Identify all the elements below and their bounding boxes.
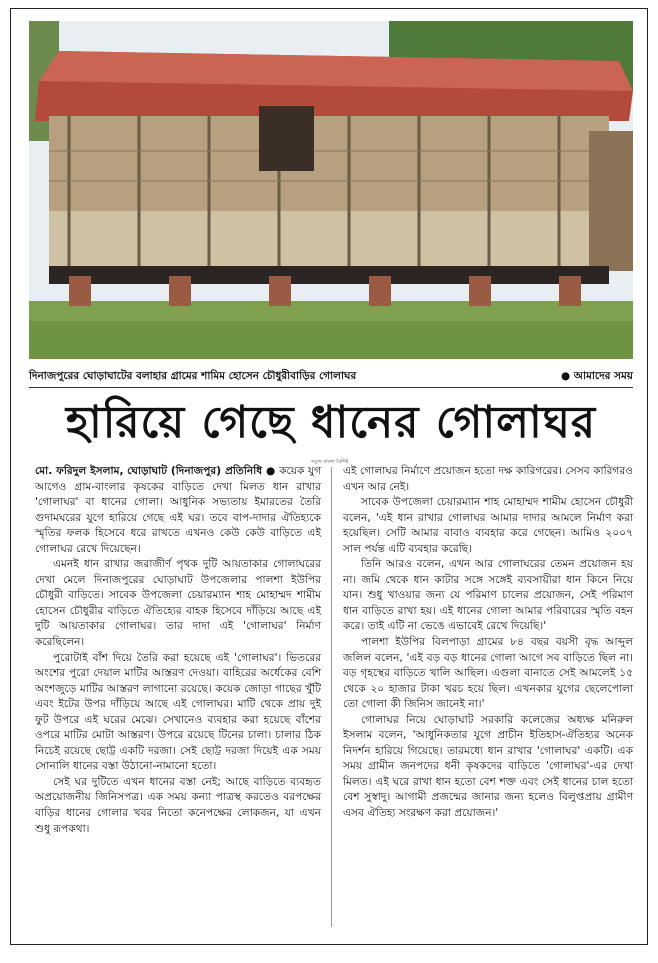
paragraph: পালশা ইউপির বিলপাড়া গ্রামের ৮৪ বছর বয়সী বৃদ্ধ আব্দুল জলিল বলেন, 'এই বড় বড় ধানের গোলা আগে সব বাড়িতে ছিল না। বড় গৃহস্থের বাড়িতে খালি আছিল। এগুলা বানাতে সেই আমলেই ১৫ থেকে ২০ হাজার টাকা খরচ হয়ে ছিল। এখনকার যুগের ছেলেপোলা তো গোলা কী জিনিস জানেই না।' <box>343 636 633 711</box>
paragraph: সেই ঘর দুটিতে এখন ধানের বস্তা নেই; আছে বাড়িতে ব্যবহৃত অপ্রয়োজনীয় জিনিসপত্র। এক সময় কন্যা পাত্রস্থ করতেও বরপক্ষের বাড়ির ধানের গোলার খবর নিতো কনেপক্ষের লোকজন, যা এখন শুধু রূপকথা। <box>35 775 321 835</box>
caption-rule <box>29 387 633 388</box>
paragraph: পুরোটাই বাঁশ দিয়ে তৈরি করা হয়েছে এই 'গোলাঘর'। ভিতরের অংশের পুরো দেয়াল মাটির আস্তরণ দেওয়া। বাহিরের অর্ধেকের বেশি অংশজুড়ে মাটির আস্তরণ লাগানো রয়েছে। কয়েক জোড়া গাছের খুঁটি এবং ইটের উপর দাঁড়িয়ে আছে এই গোলাঘর। মাটি থেকে প্রায় দুই ফুট উপরে এই ঘরের মেঝে। সেখানেও ব্যবহার করা হয়েছে বাঁশের ওপরে মাটির মোটা আস্তরণ। উপরে রয়েছে টিনের চালা। চালার ঠিক নিচেই রয়েছে ছোট্ট একটি দরজা। সেই ছোট্ট দরজা দিয়েই এক সময় সোনালি ধানের বস্তা উঠানো-নামানো হতো। <box>35 651 321 773</box>
lead-paragraph <box>35 464 321 557</box>
granary-photo <box>29 21 633 359</box>
article-column-1 <box>35 464 321 837</box>
paragraph: তিনি আরও বলেন, এখন আর গোলাঘরের তেমন প্রয়োজন হয় না। জমি থেকে ধান কাটার সঙ্গে সঙ্গেই ব্যবসায়ীরা ধান কিনে নিয়ে যান। শুধু খাওয়ার জন্য যে পরিমাণ চালের প্রয়োজন, সেই পরিমাণ ধান বাড়িতে রাখা হয়। এই ধানের গোলা আমার পরিবারের স্মৃতি বহন করে। তাই এটি না ভেঙে এভাবেই রেখে দিয়েছি।' <box>343 558 633 633</box>
byline-name: মো. ফরিদুল ইসলাম, <box>35 465 124 477</box>
paragraph: গোলাঘর নিয়ে ঘোড়াঘাট সরকারি কলেজের অধ্যক্ষ মনিরুল ইসলাম বলেন, 'আধুনিকতার যুগে প্রাচীন ইতিহাস-ঐতিহ্যর অনেক নিদর্শন হারিয়ে গিয়েছে। তারমধ্যে ধান রাখার 'গোলাঘর' একটি। এক সময় গ্রামীন জনপদের ধনী কৃষকদের বাড়িতে 'গোলাঘর'-এর দেখা মিলত। এই ঘরে রাখা ধান হতো বেশ শক্ত এবং সেই ধানের চাল হতো বেশ সুস্বাদু। আগামী প্রজন্মের জানার জন্য হলেও বিলুপ্তপ্রায় গ্রামীণ এসব ঐতিহ্য সংরক্ষণ করা প্রয়োজন।' <box>343 713 633 820</box>
article-column-2 <box>343 464 633 822</box>
brand-note: সবুজ বাংলা বৈশিষ্ট <box>311 459 349 465</box>
paragraph: সাবেক উপজেলা চেয়ারম্যান শাহ মোহাম্মদ শামীম হোসেন চৌধুরী বলেন, 'এই ধান রাখার গোলাঘর আমার দাদার আমলে নির্মাণ করা হয়েছিল। সেটি আমার বাবাও ব্যবহার করে গেছেন। আমিও ২০০৭ সাল পর্যন্ত এটি ব্যবহার করেছি। <box>343 496 633 555</box>
byline-place: ঘোড়াঘাট (দিনাজপুর) প্রতিনিধি ● <box>127 465 276 477</box>
photo-caption <box>29 369 633 386</box>
newspaper-clipping <box>10 8 648 945</box>
caption-text: দিনাজপুরের ঘোড়াঘাটের বলাহার গ্রামের শামিম হোসেন চৌধুরীবাড়ির গোলাঘর <box>29 370 357 382</box>
photo-credit: ● আমাদের সময় <box>560 370 633 382</box>
column-divider <box>331 467 332 927</box>
lead-text: কয়েক যুগ আগেও গ্রাম-বাংলার কৃষকের বাড়িতে দেখা মিলত ধান রাখার 'গোলাঘর' বা ধানের গোলা। আধুনিক সভ্যতায় ইমারতের তৈরি গুদামঘরের যুগে হারিয়ে গেছে এই ঘর। তবে বাপ-দাদার ঐতিহ্যকে স্মৃতির ফলক হিসেবে ধরে রাখতে এখনও কেউ কেউ বাড়িতে এই গোলাঘর রেখে দিয়েছেন। <box>35 465 322 555</box>
paragraph: এমনই ধান রাখার জরাজীর্ণ পৃথক দুটি আয়তাকার গোলাঘরের দেখা মেলে দিনাজপুরের ঘোড়াঘাট উপজেলার পালশা ইউপির চৌধুরী বাড়িতে। সাবেক উপজেলা চেয়ারম্যান শাহ মোহাম্মদ শামীম হোসেন চৌধুরীর বাড়িতে ঐতিহ্যের বাহক হিসেবে দাঁড়িয়ে আছে এই দুটি আয়তাকার গোলাঘর। তার দাদা এই 'গোলাঘর' নির্মাণ করেছিলেন। <box>35 558 321 649</box>
headline: হারিয়ে গেছে ধানের গোলাঘর <box>65 397 597 448</box>
paragraph: এই গোলাঘর নির্মাণে প্রয়োজন হতো দক্ষ কারিগরের। সেসব কারিগরও এখন আর নেই। <box>343 465 633 493</box>
